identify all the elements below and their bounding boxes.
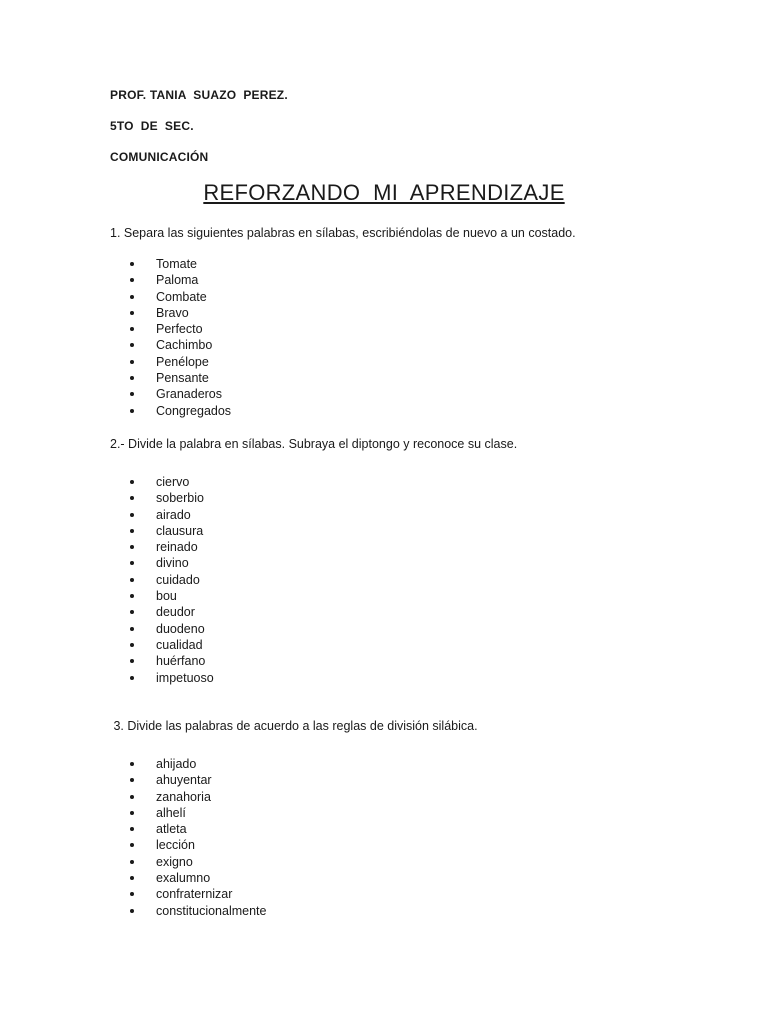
bullet-icon: [130, 392, 134, 396]
list-item: [128, 604, 214, 620]
word: zanahoria: [156, 789, 211, 804]
bullet-icon: [130, 892, 134, 896]
bullet-icon: [130, 843, 134, 847]
bullet-icon: [130, 627, 134, 631]
list-item: [128, 354, 231, 370]
word: ahijado: [156, 757, 197, 771]
word: alhelí: [156, 805, 186, 820]
word-list-1: [128, 256, 231, 419]
bullet-icon: [130, 295, 134, 299]
list-item: [128, 490, 214, 506]
bullet-icon: [130, 795, 134, 799]
list-item: [128, 403, 231, 419]
subject-name: COMUNICACIÓN: [110, 150, 209, 164]
list-item: [128, 337, 231, 353]
bullet-icon: [130, 311, 134, 315]
bullet-icon: [130, 529, 134, 533]
list-item: [128, 789, 266, 805]
bullet-icon: [130, 561, 134, 565]
list-item: [128, 289, 231, 305]
bullet-icon: [130, 376, 134, 380]
list-item: [128, 588, 214, 604]
bullet-icon: [130, 496, 134, 500]
list-item: [128, 321, 231, 337]
question-1: 1. Separa las siguientes palabras en sílabas, escribiéndolas de nuevo a un costado.: [110, 226, 576, 240]
bullet-icon: [130, 778, 134, 782]
bullet-icon: [130, 643, 134, 647]
word: cuidado: [156, 572, 200, 587]
list-item: [128, 756, 266, 772]
bullet-icon: [130, 876, 134, 880]
word-list-2: [128, 474, 214, 686]
question-3: 3. Divide las palabras de acuerdo a las reglas de división silábica.: [110, 719, 478, 733]
bullet-icon: [130, 513, 134, 517]
bullet-icon: [130, 659, 134, 663]
list-item: [128, 903, 266, 919]
bullet-icon: [130, 610, 134, 614]
word: bou: [156, 589, 177, 604]
list-item: [128, 370, 231, 386]
bullet-icon: [130, 762, 134, 766]
list-item: [128, 854, 266, 870]
list-item: [128, 386, 231, 402]
list-item: [128, 474, 214, 490]
bullet-icon: [130, 827, 134, 831]
word: constitucionalmente: [156, 903, 267, 918]
bullet-icon: [130, 327, 134, 331]
word: airado: [156, 507, 191, 522]
list-item: [128, 572, 214, 588]
bullet-icon: [130, 278, 134, 282]
list-item: [128, 507, 214, 523]
word-list-3: [128, 756, 266, 919]
word: clausura: [156, 523, 204, 538]
bullet-icon: [130, 676, 134, 680]
list-item: [128, 670, 214, 686]
list-item: [128, 637, 214, 653]
list-item: [128, 272, 231, 288]
word: Cachimbo: [156, 338, 213, 353]
word: Paloma: [156, 273, 199, 288]
word: Perfecto: [156, 322, 203, 337]
word: atleta: [156, 822, 187, 837]
page-title: REFORZANDO MI APRENDIZAJE: [203, 180, 565, 205]
word: Granaderos: [156, 387, 223, 402]
word: deudor: [156, 605, 195, 620]
bullet-icon: [130, 594, 134, 598]
word: cualidad: [156, 637, 203, 652]
bullet-icon: [130, 360, 134, 364]
word: Penélope: [156, 354, 209, 369]
list-item: [128, 555, 214, 571]
word: ahuyentar: [156, 773, 212, 788]
word: Bravo: [156, 305, 189, 320]
word: lección: [156, 838, 195, 853]
teacher-name: PROF. TANIA SUAZO PEREZ.: [110, 88, 288, 102]
bullet-icon: [130, 262, 134, 266]
list-item: [128, 523, 214, 539]
list-item: [128, 653, 214, 669]
word: Pensante: [156, 371, 209, 386]
word: confraternizar: [156, 887, 233, 902]
list-item: [128, 837, 266, 853]
word: divino: [156, 556, 189, 571]
bullet-icon: [130, 578, 134, 582]
word: ciervo: [156, 475, 190, 489]
word: exigno: [156, 854, 193, 869]
list-item: [128, 621, 214, 637]
list-item: [128, 805, 266, 821]
list-item: [128, 821, 266, 837]
list-item: [128, 539, 214, 555]
list-item: [128, 305, 231, 321]
word: Combate: [156, 289, 207, 304]
list-item: [128, 870, 266, 886]
bullet-icon: [130, 409, 134, 413]
word: exalumno: [156, 871, 211, 886]
grade-level: 5TO DE SEC.: [110, 119, 194, 133]
bullet-icon: [130, 480, 134, 484]
word: Tomate: [156, 257, 197, 271]
bullet-icon: [130, 545, 134, 549]
word: reinado: [156, 540, 198, 555]
word: huérfano: [156, 654, 206, 669]
word: duodeno: [156, 621, 205, 636]
question-2: 2.- Divide la palabra en sílabas. Subraya el diptongo y reconoce su clase.: [110, 437, 518, 451]
word: impetuoso: [156, 670, 214, 685]
bullet-icon: [130, 860, 134, 864]
bullet-icon: [130, 909, 134, 913]
list-item: [128, 256, 231, 272]
bullet-icon: [130, 343, 134, 347]
bullet-icon: [130, 811, 134, 815]
word: soberbio: [156, 491, 204, 506]
list-item: [128, 772, 266, 788]
word: Congregados: [156, 403, 232, 418]
list-item: [128, 886, 266, 902]
